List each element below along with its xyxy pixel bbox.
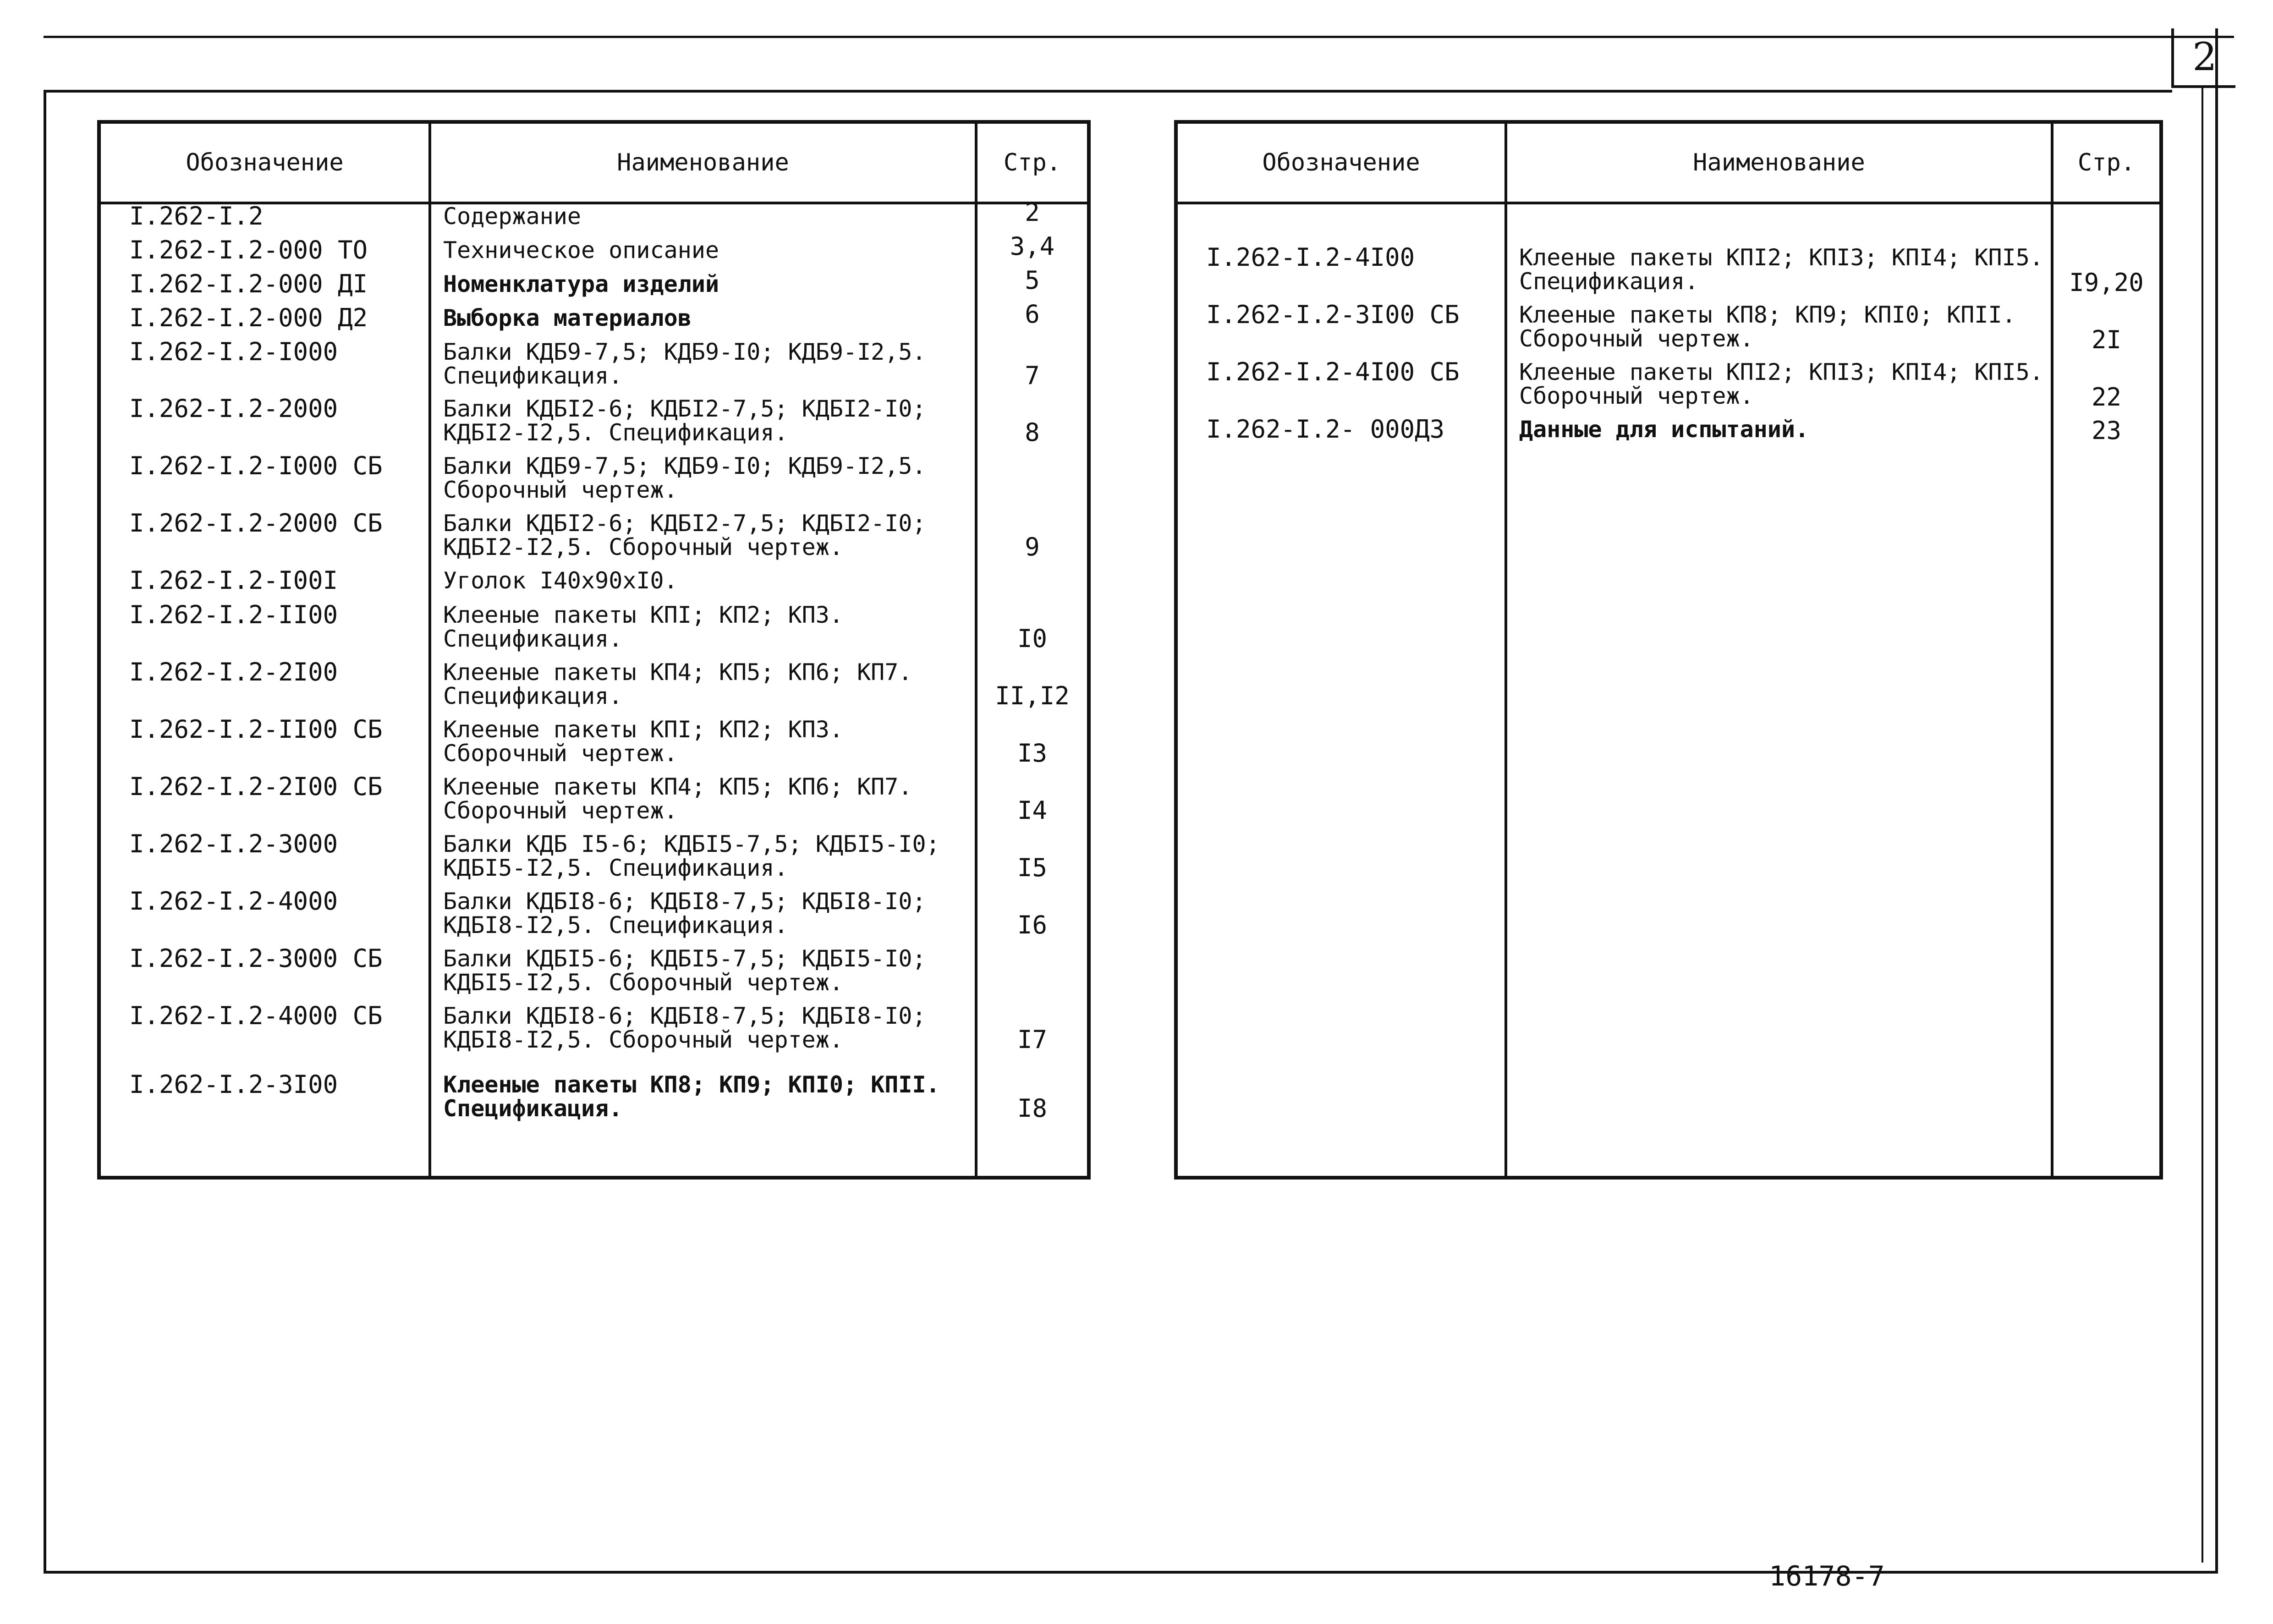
- name-line: Клееные пакеты КПI2; КПI3; КПI4; КПI5.: [1519, 244, 2043, 271]
- page-cell: 22: [2091, 383, 2122, 411]
- name-line: Клееные пакеты КП8; КП9; КПI0; КПII.: [443, 1071, 940, 1098]
- name-line: КДБI8-I2,5. Спецификация.: [443, 912, 788, 938]
- frame-left-line: [44, 90, 46, 1574]
- code-cell: I.262-I.2-II00: [129, 600, 338, 629]
- code-cell: I.262-I.2-4I00 СБ: [1206, 357, 1460, 386]
- page-cell: I3: [1017, 739, 1048, 768]
- code-cell: I.262-I.2-3000: [129, 829, 338, 858]
- code-cell: I.262-I.2-I000: [129, 337, 338, 366]
- code-cell: I.262-I.2- 000Д3: [1206, 415, 1445, 444]
- code-cell: I.262-I.2-000 ДI: [129, 269, 368, 298]
- page-header: Стр.: [2052, 122, 2161, 203]
- page-cell: 9: [1025, 532, 1040, 561]
- code-cell: I.262-I.2-II00 СБ: [129, 715, 383, 744]
- page-cell: I0: [1017, 624, 1048, 653]
- name-line: Техническое описание: [443, 237, 719, 263]
- code-cell: I.262-I.2-000 Д2: [129, 303, 368, 332]
- frame-right-line: [2215, 28, 2218, 1574]
- name-column: [1506, 203, 2052, 1178]
- name-line: Балки КДБ9-7,5; КДБ9-I0; КДБ9-I2,5.: [443, 339, 926, 365]
- page-column: [976, 198, 1089, 1178]
- code-cell: I.262-I.2-000 ТО: [129, 236, 368, 264]
- name-line: Спецификация.: [443, 625, 623, 652]
- name-line: Уголок I40x90xI0.: [443, 567, 678, 594]
- name-line: КДБI2-I2,5. Сборочный чертеж.: [443, 534, 843, 560]
- name-line: КДБI5-I2,5. Сборочный чертеж.: [443, 969, 843, 996]
- page-cell: 8: [1025, 418, 1040, 447]
- name-header: Наименование: [1506, 122, 2052, 203]
- name-line: Спецификация.: [1519, 268, 1699, 295]
- code-cell: I.262-I.2-3I00: [129, 1070, 338, 1099]
- page-cell: 7: [1025, 361, 1040, 390]
- page-number: 2: [2171, 28, 2235, 88]
- name-line: Сборочный чертеж.: [443, 740, 678, 767]
- name-line: Номенклатура изделий: [443, 271, 719, 297]
- name-line: Балки КДБ9-7,5; КДБ9-I0; КДБ9-I2,5.: [443, 453, 926, 479]
- page-cell: I9,20: [2069, 268, 2144, 297]
- contents-table-left: [97, 120, 1091, 1180]
- name-line: Клееные пакеты КП4; КП5; КП6; КП7.: [443, 774, 912, 800]
- code-cell: I.262-I.2-4I00: [1206, 243, 1415, 272]
- page-cell: II,I2: [995, 681, 1070, 710]
- name-line: Клееные пакеты КПI2; КПI3; КПI4; КПI5.: [1519, 359, 2043, 385]
- name-line: Спецификация.: [443, 362, 623, 389]
- designation-header: Обозначение: [99, 122, 430, 203]
- name-line: Данные для испытаний.: [1519, 416, 1809, 443]
- name-line: Клееные пакеты КПI; КП2; КП3.: [443, 602, 843, 628]
- page-cell: 2: [1025, 198, 1040, 227]
- name-line: Выборка материалов: [443, 305, 692, 331]
- name-line: Сборочный чертеж.: [443, 797, 678, 824]
- code-cell: I.262-I.2-2000 СБ: [129, 509, 383, 538]
- name-line: КДБI2-I2,5. Спецификация.: [443, 419, 788, 446]
- name-line: Балки КДБI8-6; КДБI8-7,5; КДБI8-I0;: [443, 1003, 926, 1029]
- name-line: Клееные пакеты КП8; КП9; КПI0; КПII.: [1519, 302, 2016, 328]
- name-line: Спецификация.: [443, 1095, 623, 1122]
- page-cell: I6: [1017, 911, 1048, 939]
- code-cell: I.262-I.2: [129, 202, 264, 230]
- page-cell: 6: [1025, 300, 1040, 329]
- name-line: Балки КДБ I5-6; КДБI5-7,5; КДБI5-I0;: [443, 831, 940, 857]
- name-column: [430, 203, 976, 1178]
- name-line: Балки КДБI2-6; КДБI2-7,5; КДБI2-I0;: [443, 510, 926, 537]
- name-line: Балки КДБI8-6; КДБI8-7,5; КДБI8-I0;: [443, 888, 926, 915]
- contents-table-right: [1174, 120, 2163, 1180]
- code-cell: I.262-I.2-3000 СБ: [129, 944, 383, 973]
- name-line: Сборочный чертеж.: [1519, 383, 1754, 409]
- name-line: КДБI8-I2,5. Сборочный чертеж.: [443, 1026, 843, 1053]
- top-border-line: [44, 36, 2234, 38]
- name-line: Сборочный чертеж.: [1519, 325, 1754, 352]
- name-line: Балки КДБI5-6; КДБI5-7,5; КДБI5-I0;: [443, 945, 926, 972]
- frame-inner-right-line: [2202, 87, 2203, 1563]
- name-line: Спецификация.: [443, 683, 623, 709]
- name-line: Содержание: [443, 203, 582, 230]
- page-cell: 23: [2091, 416, 2122, 445]
- designation-column: [1176, 203, 1506, 1178]
- page-header: Стр.: [976, 122, 1089, 203]
- code-cell: I.262-I.2-2000: [129, 394, 338, 423]
- frame-bottom-line: [44, 1571, 2218, 1574]
- designation-header: Обозначение: [1176, 122, 1506, 203]
- code-cell: I.262-I.2-4000: [129, 887, 338, 916]
- page-column: [2052, 203, 2161, 1178]
- code-cell: I.262-I.2-2I00 СБ: [129, 772, 383, 801]
- code-cell: I.262-I.2-I00I: [129, 566, 338, 595]
- name-line: Клееные пакеты КП4; КП5; КП6; КП7.: [443, 659, 912, 686]
- code-cell: I.262-I.2-4000 СБ: [129, 1001, 383, 1030]
- code-cell: I.262-I.2-3I00 СБ: [1206, 300, 1460, 329]
- code-cell: I.262-I.2-2I00: [129, 658, 338, 686]
- sheet-code: 16178-7: [1769, 1560, 1885, 1591]
- page-cell: I4: [1017, 796, 1048, 825]
- page-cell: I5: [1017, 853, 1048, 882]
- name-header: Наименование: [430, 122, 976, 203]
- code-cell: I.262-I.2-I000 СБ: [129, 451, 383, 480]
- frame-top-line: [44, 90, 2172, 93]
- page-cell: I8: [1017, 1094, 1048, 1123]
- page-cell: 3,4: [1010, 232, 1055, 261]
- name-line: КДБI5-I2,5. Спецификация.: [443, 855, 788, 881]
- page-cell: 5: [1025, 266, 1040, 295]
- page-cell: 2I: [2091, 325, 2122, 354]
- designation-column: [99, 203, 430, 1178]
- page-cell: I7: [1017, 1025, 1048, 1054]
- name-line: Клееные пакеты КПI; КП2; КП3.: [443, 716, 843, 743]
- name-line: Балки КДБI2-6; КДБI2-7,5; КДБI2-I0;: [443, 395, 926, 422]
- name-line: Сборочный чертеж.: [443, 477, 678, 503]
